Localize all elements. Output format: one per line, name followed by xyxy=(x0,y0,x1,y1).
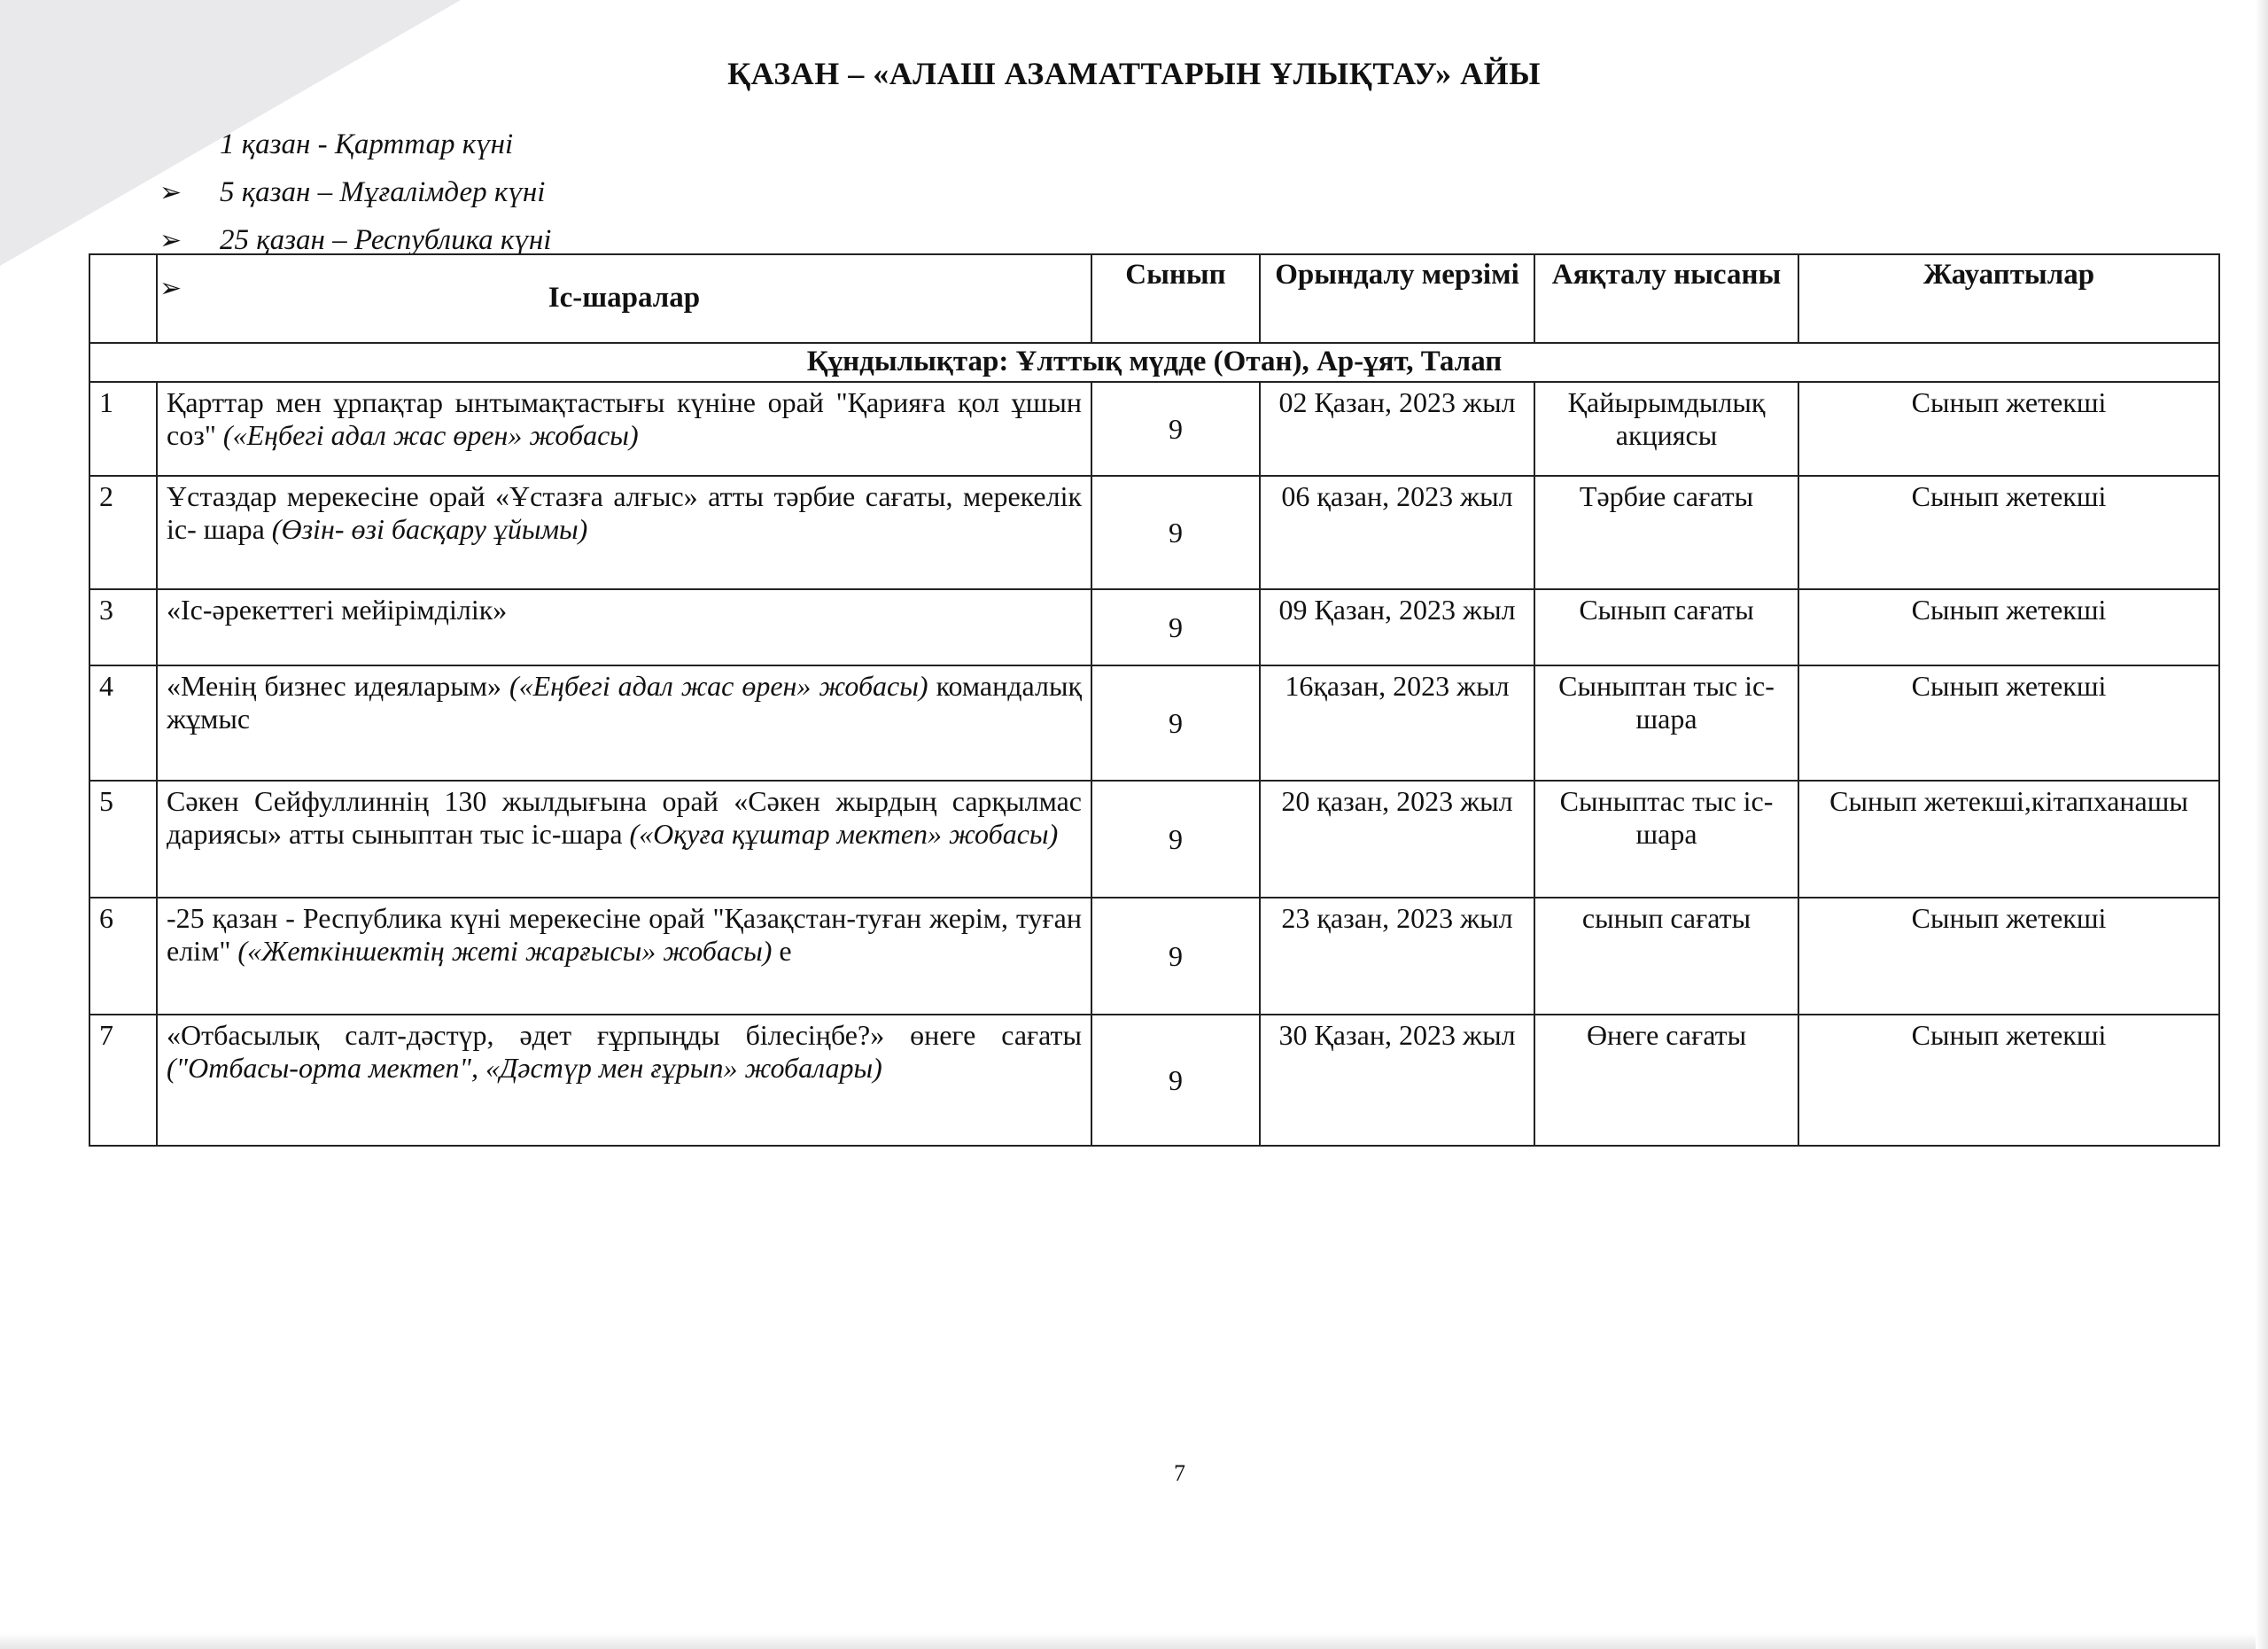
values-group-label: Құндылықтар: Ұлттық мүдде (Отан), Ар-ұят, Талап xyxy=(89,343,2219,382)
event-cell xyxy=(157,382,1091,476)
page-edge-right xyxy=(2256,0,2268,1649)
event-text: -25 қазан - Республика күні мерекесіне орай "Қазақстан-туған жерім, туған елім" xyxy=(167,901,1082,967)
holiday-text: 25 қазан – Республика күні xyxy=(220,223,552,256)
table-row xyxy=(89,476,2219,589)
header-events: Іс-шаралар xyxy=(157,254,1091,343)
events-table xyxy=(89,253,2220,1147)
event-text: «Іс-әрекеттегі мейірімділік» xyxy=(167,593,508,626)
event-text: «Отбасылық салт-дәстүр, әдет ғұрпыңды білесіңбе?» өнеге сағаты xyxy=(167,1018,1082,1051)
table-row xyxy=(89,781,2219,898)
header-responsible: Жауаптылар xyxy=(1798,254,2219,343)
form-cell: Сынып сағаты xyxy=(1534,589,1798,665)
event-cell xyxy=(157,781,1091,898)
responsible-cell: Сынып жетекші,кітапханашы xyxy=(1798,781,2219,898)
grade-cell: 9 xyxy=(1091,589,1260,665)
event-text: «Менің бизнес идеяларым» xyxy=(167,669,501,702)
deadline-cell: 16қазан, 2023 жыл xyxy=(1260,665,1534,781)
deadline-cell: 30 Қазан, 2023 жыл xyxy=(1260,1015,1534,1146)
row-number: 6 xyxy=(89,898,157,1015)
event-project-note: ("Отбасы-орта мектеп", «Дәстүр мен ғұрып» жобалары) xyxy=(167,1051,882,1084)
deadline-cell: 09 Қазан, 2023 жыл xyxy=(1260,589,1534,665)
table-row xyxy=(89,665,2219,781)
responsible-cell: Сынып жетекші xyxy=(1798,589,2219,665)
responsible-cell: Сынып жетекші xyxy=(1798,898,2219,1015)
row-number: 4 xyxy=(89,665,157,781)
event-project-note: («Еңбегі адал жас өрен» жобасы) xyxy=(222,418,639,451)
form-cell: сынып сағаты xyxy=(1534,898,1798,1015)
event-text-tail: е xyxy=(779,934,792,967)
event-cell xyxy=(157,589,1091,665)
page-title: ҚАЗАН – «АЛАШ АЗАМАТТАРЫН ҰЛЫҚТАУ» АЙЫ xyxy=(727,56,1541,91)
row-number: 5 xyxy=(89,781,157,898)
arrow-bullet-icon: ➢ xyxy=(159,225,183,255)
event-project-note: («Оқуға құштар мектеп» жобасы) xyxy=(629,817,1059,850)
event-text-tail: командалық жұмыс xyxy=(167,669,1083,735)
grade-cell: 9 xyxy=(1091,781,1260,898)
grade-cell: 9 xyxy=(1091,382,1260,476)
row-number: 3 xyxy=(89,589,157,665)
event-text: Қарттар мен ұрпақтар ынтымақтастығы күніне орай "Қарияға қол ұшын соз" xyxy=(167,385,1082,451)
row-number: 2 xyxy=(89,476,157,589)
holiday-text: 5 қазан – Мұғалімдер күні xyxy=(220,175,546,208)
page-edge-bottom xyxy=(0,1633,2268,1649)
responsible-cell: Сынып жетекші xyxy=(1798,382,2219,476)
grade-cell: 9 xyxy=(1091,1015,1260,1146)
deadline-cell: 23 қазан, 2023 жыл xyxy=(1260,898,1534,1015)
header-grade: Сынып xyxy=(1091,254,1260,343)
form-cell: Тәрбие сағаты xyxy=(1534,476,1798,589)
responsible-cell: Сынып жетекші xyxy=(1798,665,2219,781)
deadline-cell: 06 қазан, 2023 жыл xyxy=(1260,476,1534,589)
arrow-bullet-icon: ➢ xyxy=(159,273,183,303)
arrow-bullet-icon: ➢ xyxy=(159,177,183,207)
event-text: Сәкен Сейфуллиннің 130 жылдығына орай «Сәкен жырдың сарқылмас дариясы» атты сыныптан тыс іс-шара xyxy=(167,784,1082,850)
grade-cell: 9 xyxy=(1091,665,1260,781)
page-number: 7 xyxy=(1174,1460,1185,1486)
event-project-note: (Өзін- өзі басқару ұйымы) xyxy=(271,512,588,545)
form-cell: Өнеге сағаты xyxy=(1534,1015,1798,1146)
row-number: 7 xyxy=(89,1015,157,1146)
header-number xyxy=(89,254,157,343)
responsible-cell: Сынып жетекші xyxy=(1798,476,2219,589)
table-header-row xyxy=(89,254,2219,343)
grade-cell: 9 xyxy=(1091,898,1260,1015)
row-number: 1 xyxy=(89,382,157,476)
values-group-row xyxy=(89,343,2219,382)
table-row xyxy=(89,382,2219,476)
form-cell: Қайырымдылық акциясы xyxy=(1534,382,1798,476)
event-project-note: («Жеткіншектің жеті жарғысы» жобасы) xyxy=(237,934,773,967)
responsible-cell: Сынып жетекші xyxy=(1798,1015,2219,1146)
event-cell xyxy=(157,1015,1091,1146)
event-cell xyxy=(157,476,1091,589)
table-row xyxy=(89,898,2219,1015)
deadline-cell: 02 Қазан, 2023 жыл xyxy=(1260,382,1534,476)
form-cell: Сыныптан тыс іс-шара xyxy=(1534,665,1798,781)
table-row xyxy=(89,589,2219,665)
header-deadline: Орындалу мерзімі xyxy=(1260,254,1534,343)
deadline-cell: 20 қазан, 2023 жыл xyxy=(1260,781,1534,898)
grade-cell: 9 xyxy=(1091,476,1260,589)
event-cell xyxy=(157,665,1091,781)
holiday-item xyxy=(159,168,551,216)
event-cell xyxy=(157,898,1091,1015)
event-text: Ұстаздар мерекесіне орай «Ұстазға алғыс» атты тәрбие сағаты, мерекелік іс- шара xyxy=(167,479,1082,545)
header-form: Аяқталу нысаны xyxy=(1534,254,1798,343)
holiday-item xyxy=(159,121,551,168)
table-row xyxy=(89,1015,2219,1146)
holiday-text: 1 қазан - Қарттар күні xyxy=(220,128,514,160)
event-project-note: («Еңбегі адал жас өрен» жобасы) xyxy=(509,669,928,702)
form-cell: Сыныптас тыс іс-шара xyxy=(1534,781,1798,898)
